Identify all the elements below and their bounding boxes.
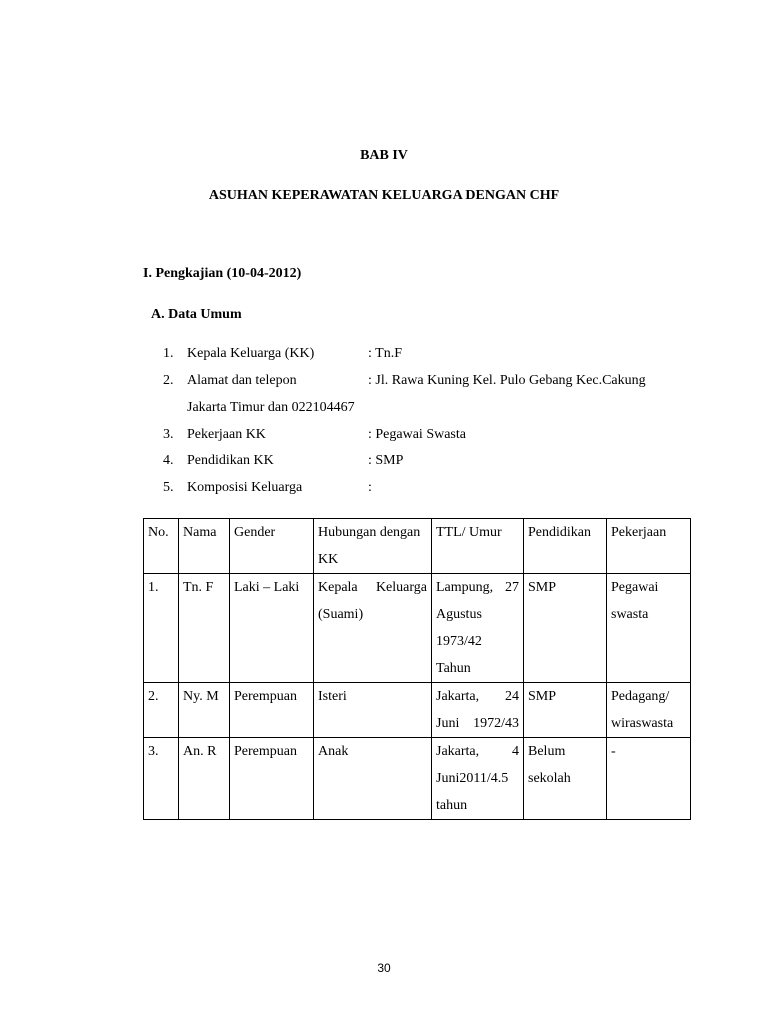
section-heading: I. Pengkajian (10-04-2012): [143, 266, 302, 281]
item-label: Pendidikan KK: [187, 453, 274, 468]
table-cell: Pedagang/ wiraswasta: [607, 683, 691, 738]
table-cell: Kepala Keluarga (Suami): [314, 574, 432, 683]
table-cell: Jakarta, 4 Juni2011/4.5 tahun: [432, 738, 524, 820]
item-number: 1.: [163, 346, 174, 361]
header-cell: Pendidikan: [524, 519, 607, 574]
table-cell: Tn. F: [179, 574, 230, 683]
table-cell: Isteri: [314, 683, 432, 738]
document-title: ASUHAN KEPERAWATAN KELUARGA DENGAN CHF: [208, 188, 560, 203]
header-cell: TTL/ Umur: [432, 519, 524, 574]
item-label: Pekerjaan KK: [187, 427, 266, 442]
table-cell: Belum sekolah: [524, 738, 607, 820]
subsection-heading: A. Data Umum: [151, 307, 242, 322]
table-cell: SMP: [524, 683, 607, 738]
table-cell: Ny. M: [179, 683, 230, 738]
table-cell: Jakarta, 24 Juni 1972/43: [432, 683, 524, 738]
item-value: : SMP: [368, 453, 404, 468]
table-cell: Perempuan: [230, 738, 314, 820]
table-cell: SMP: [524, 574, 607, 683]
table-cell: 3.: [144, 738, 179, 820]
header-cell: Nama: [179, 519, 230, 574]
table-row: [144, 738, 691, 820]
table-cell: -: [607, 738, 691, 820]
item-value: : Tn.F: [368, 346, 402, 361]
table-cell: 2.: [144, 683, 179, 738]
table-cell: Perempuan: [230, 683, 314, 738]
item-value: : Jl. Rawa Kuning Kel. Pulo Gebang Kec.Cakung: [368, 373, 646, 388]
table-cell: Pegawai swasta: [607, 574, 691, 683]
table-cell: 1.: [144, 574, 179, 683]
header-cell: Gender: [230, 519, 314, 574]
item-number: 3.: [163, 427, 174, 442]
item-value: : Pegawai Swasta: [368, 427, 466, 442]
item-label: Kepala Keluarga (KK): [187, 346, 315, 361]
table-cell: Laki – Laki: [230, 574, 314, 683]
item-label: Komposisi Keluarga: [187, 480, 303, 495]
table-cell: An. R: [179, 738, 230, 820]
address-continuation: Jakarta Timur dan 022104467: [187, 400, 355, 415]
table-row: [144, 683, 691, 738]
table-header-row: [144, 519, 691, 574]
table-cell: Lampung, 27 Agustus 1973/42 Tahun: [432, 574, 524, 683]
item-number: 2.: [163, 373, 174, 388]
table-cell: Anak: [314, 738, 432, 820]
item-value: :: [368, 480, 372, 495]
header-cell: No.: [144, 519, 179, 574]
table-row: [144, 574, 691, 683]
item-number: 5.: [163, 480, 174, 495]
page-number: 30: [377, 961, 391, 975]
header-cell: Pekerjaan: [607, 519, 691, 574]
header-cell: Hubungan dengan KK: [314, 519, 432, 574]
item-number: 4.: [163, 453, 174, 468]
item-label: Alamat dan telepon: [187, 373, 297, 388]
family-composition-table: [143, 518, 691, 820]
chapter-heading: BAB IV: [360, 148, 408, 163]
